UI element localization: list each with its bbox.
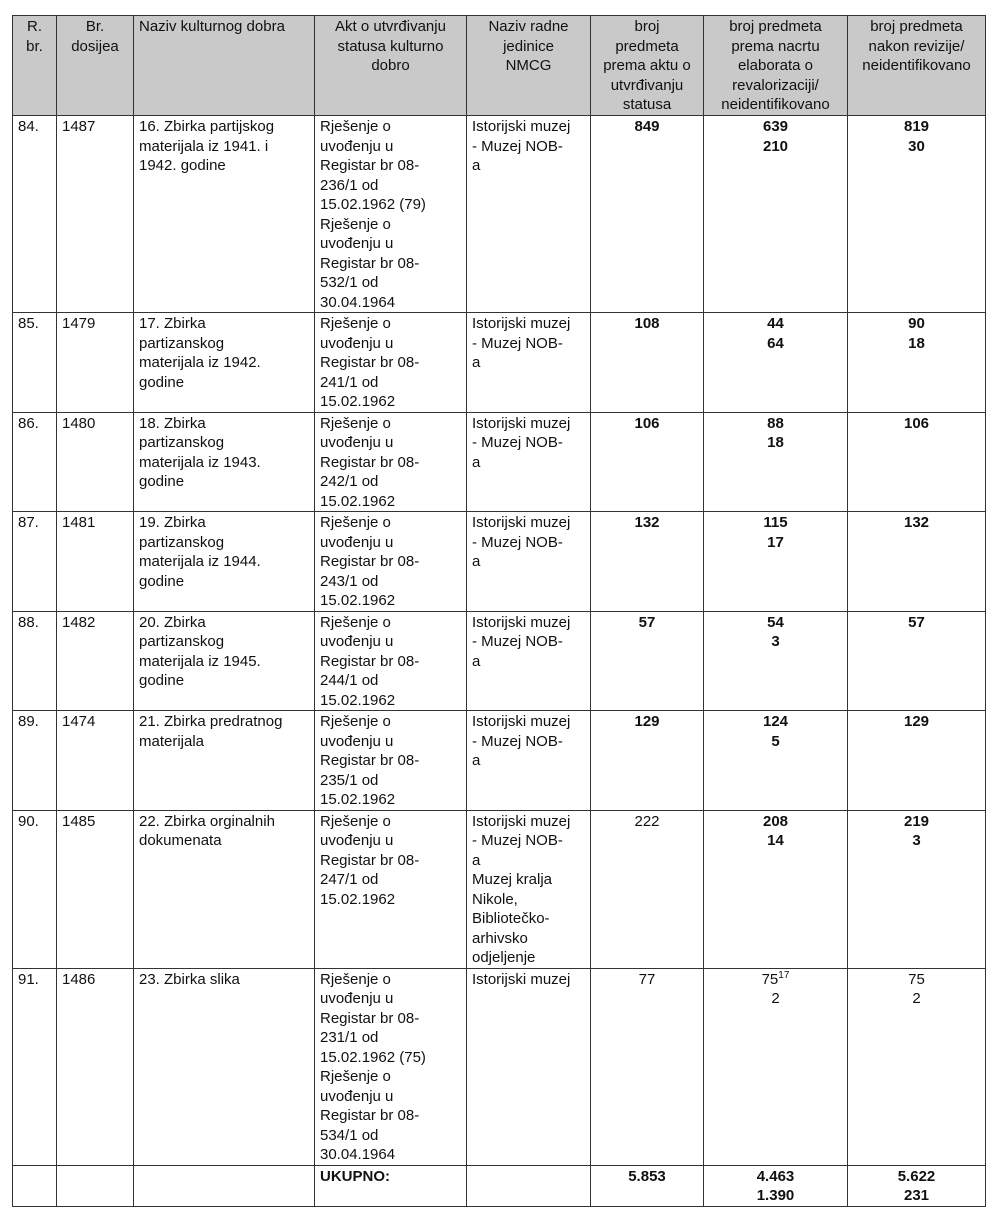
header-rbr: R. br. xyxy=(13,16,57,116)
cell-akt-broj: 106 xyxy=(591,412,704,512)
header-akt: Akt o utvrđivanju statusa kulturno dobro xyxy=(315,16,467,116)
cell-akt: Rješenje o uvođenju u Registar br 08- 236/1 od 15.02.1962 (79) Rješenje o uvođenju u Registar br 08- 532/1 od 30.04.1964 xyxy=(315,116,467,313)
cell-revizija: 90 18 xyxy=(848,313,986,413)
cell-nacrt: 124 5 xyxy=(704,711,848,811)
cell-akt-broj: 129 xyxy=(591,711,704,811)
header-naziv: Naziv kulturnog dobra xyxy=(134,16,315,116)
collections-table xyxy=(12,15,986,1207)
total-row xyxy=(13,1165,986,1206)
cell-revizija: 75 2 xyxy=(848,968,986,1165)
cell-revizija: 819 30 xyxy=(848,116,986,313)
cell-akt-broj: 132 xyxy=(591,512,704,612)
total-empty xyxy=(134,1165,315,1206)
cell-akt-broj: 222 xyxy=(591,810,704,968)
cell-nacrt: 54 3 xyxy=(704,611,848,711)
header-revizija: broj predmeta nakon revizije/ neidentifikovano xyxy=(848,16,986,116)
cell-dosije: 1474 xyxy=(57,711,134,811)
table-row xyxy=(13,810,986,968)
total-akt-broj: 5.853 xyxy=(591,1165,704,1206)
cell-dosije: 1481 xyxy=(57,512,134,612)
cell-nacrt: 639 210 xyxy=(704,116,848,313)
table-row xyxy=(13,116,986,313)
total-nacrt: 4.463 1.390 xyxy=(704,1165,848,1206)
cell-akt-broj: 108 xyxy=(591,313,704,413)
cell-naziv: 21. Zbirka predratnog materijala xyxy=(134,711,315,811)
cell-rbr: 90. xyxy=(13,810,57,968)
cell-rbr: 88. xyxy=(13,611,57,711)
table-row xyxy=(13,512,986,612)
cell-revizija: 219 3 xyxy=(848,810,986,968)
cell-akt: Rješenje o uvođenju u Registar br 08- 241/1 od 15.02.1962 xyxy=(315,313,467,413)
cell-nacrt: 115 17 xyxy=(704,512,848,612)
cell-revizija: 106 xyxy=(848,412,986,512)
cell-naziv: 19. Zbirka partizanskog materijala iz 1944. godine xyxy=(134,512,315,612)
cell-naziv: 18. Zbirka partizanskog materijala iz 1943. godine xyxy=(134,412,315,512)
cell-jedinica: Istorijski muzej xyxy=(467,968,591,1165)
cell-dosije: 1479 xyxy=(57,313,134,413)
cell-naziv: 16. Zbirka partijskog materijala iz 1941. i 1942. godine xyxy=(134,116,315,313)
table-row xyxy=(13,611,986,711)
cell-jedinica: Istorijski muzej - Muzej NOB- a xyxy=(467,412,591,512)
cell-akt-broj: 77 xyxy=(591,968,704,1165)
cell-nacrt: 88 18 xyxy=(704,412,848,512)
header-jedinica: Naziv radne jedinice NMCG xyxy=(467,16,591,116)
cell-jedinica: Istorijski muzej - Muzej NOB- a xyxy=(467,711,591,811)
cell-dosije: 1485 xyxy=(57,810,134,968)
cell-rbr: 91. xyxy=(13,968,57,1165)
table-row xyxy=(13,412,986,512)
cell-akt: Rješenje o uvođenju u Registar br 08- 235/1 od 15.02.1962 xyxy=(315,711,467,811)
header-row xyxy=(13,16,986,116)
header-nacrt: broj predmeta prema nacrtu elaborata o revalorizaciji/ neidentifikovano xyxy=(704,16,848,116)
cell-dosije: 1480 xyxy=(57,412,134,512)
cell-nacrt: 208 14 xyxy=(704,810,848,968)
nacrt-value: 75 xyxy=(761,970,779,988)
cell-akt-broj: 849 xyxy=(591,116,704,313)
header-dosije: Br. dosijea xyxy=(57,16,134,116)
cell-rbr: 86. xyxy=(13,412,57,512)
table-row xyxy=(13,968,986,1165)
header-akt-broj: broj predmeta prema aktu o utvrđivanju statusa xyxy=(591,16,704,116)
cell-naziv: 20. Zbirka partizanskog materijala iz 1945. godine xyxy=(134,611,315,711)
cell-dosije: 1487 xyxy=(57,116,134,313)
cell-jedinica: Istorijski muzej - Muzej NOB- a Muzej kralja Nikole, Bibliotečko- arhivsko odjeljenje xyxy=(467,810,591,968)
cell-rbr: 87. xyxy=(13,512,57,612)
cell-jedinica: Istorijski muzej - Muzej NOB- a xyxy=(467,116,591,313)
cell-nacrt xyxy=(704,968,848,1165)
total-empty xyxy=(57,1165,134,1206)
cell-nacrt: 44 64 xyxy=(704,313,848,413)
cell-akt: Rješenje o uvođenju u Registar br 08- 231/1 od 15.02.1962 (75) Rješenje o uvođenju u Registar br 08- 534/1 od 30.04.1964 xyxy=(315,968,467,1165)
cell-jedinica: Istorijski muzej - Muzej NOB- a xyxy=(467,611,591,711)
table-row xyxy=(13,313,986,413)
cell-akt: Rješenje o uvođenju u Registar br 08- 243/1 od 15.02.1962 xyxy=(315,512,467,612)
cell-akt-broj: 57 xyxy=(591,611,704,711)
cell-revizija: 57 xyxy=(848,611,986,711)
cell-dosije: 1486 xyxy=(57,968,134,1165)
nacrt-unidentified: 2 xyxy=(771,990,780,1007)
cell-revizija: 129 xyxy=(848,711,986,811)
cell-revizija: 132 xyxy=(848,512,986,612)
total-empty xyxy=(467,1165,591,1206)
cell-rbr: 84. xyxy=(13,116,57,313)
cell-rbr: 89. xyxy=(13,711,57,811)
total-revizija: 5.622 231 xyxy=(848,1165,986,1206)
cell-akt: Rješenje o uvođenju u Registar br 08- 244/1 od 15.02.1962 xyxy=(315,611,467,711)
cell-jedinica: Istorijski muzej - Muzej NOB- a xyxy=(467,512,591,612)
cell-naziv: 23. Zbirka slika xyxy=(134,968,315,1165)
cell-rbr: 85. xyxy=(13,313,57,413)
cell-akt: Rješenje o uvođenju u Registar br 08- 242/1 od 15.02.1962 xyxy=(315,412,467,512)
cell-naziv: 22. Zbirka orginalnih dokumenata xyxy=(134,810,315,968)
total-empty xyxy=(13,1165,57,1206)
footnote-ref: 17 xyxy=(778,969,790,981)
cell-akt: Rješenje o uvođenju u Registar br 08- 247/1 od 15.02.1962 xyxy=(315,810,467,968)
cell-naziv: 17. Zbirka partizanskog materijala iz 1942. godine xyxy=(134,313,315,413)
total-label: UKUPNO: xyxy=(315,1165,467,1206)
cell-jedinica: Istorijski muzej - Muzej NOB- a xyxy=(467,313,591,413)
table-row xyxy=(13,711,986,811)
cell-dosije: 1482 xyxy=(57,611,134,711)
